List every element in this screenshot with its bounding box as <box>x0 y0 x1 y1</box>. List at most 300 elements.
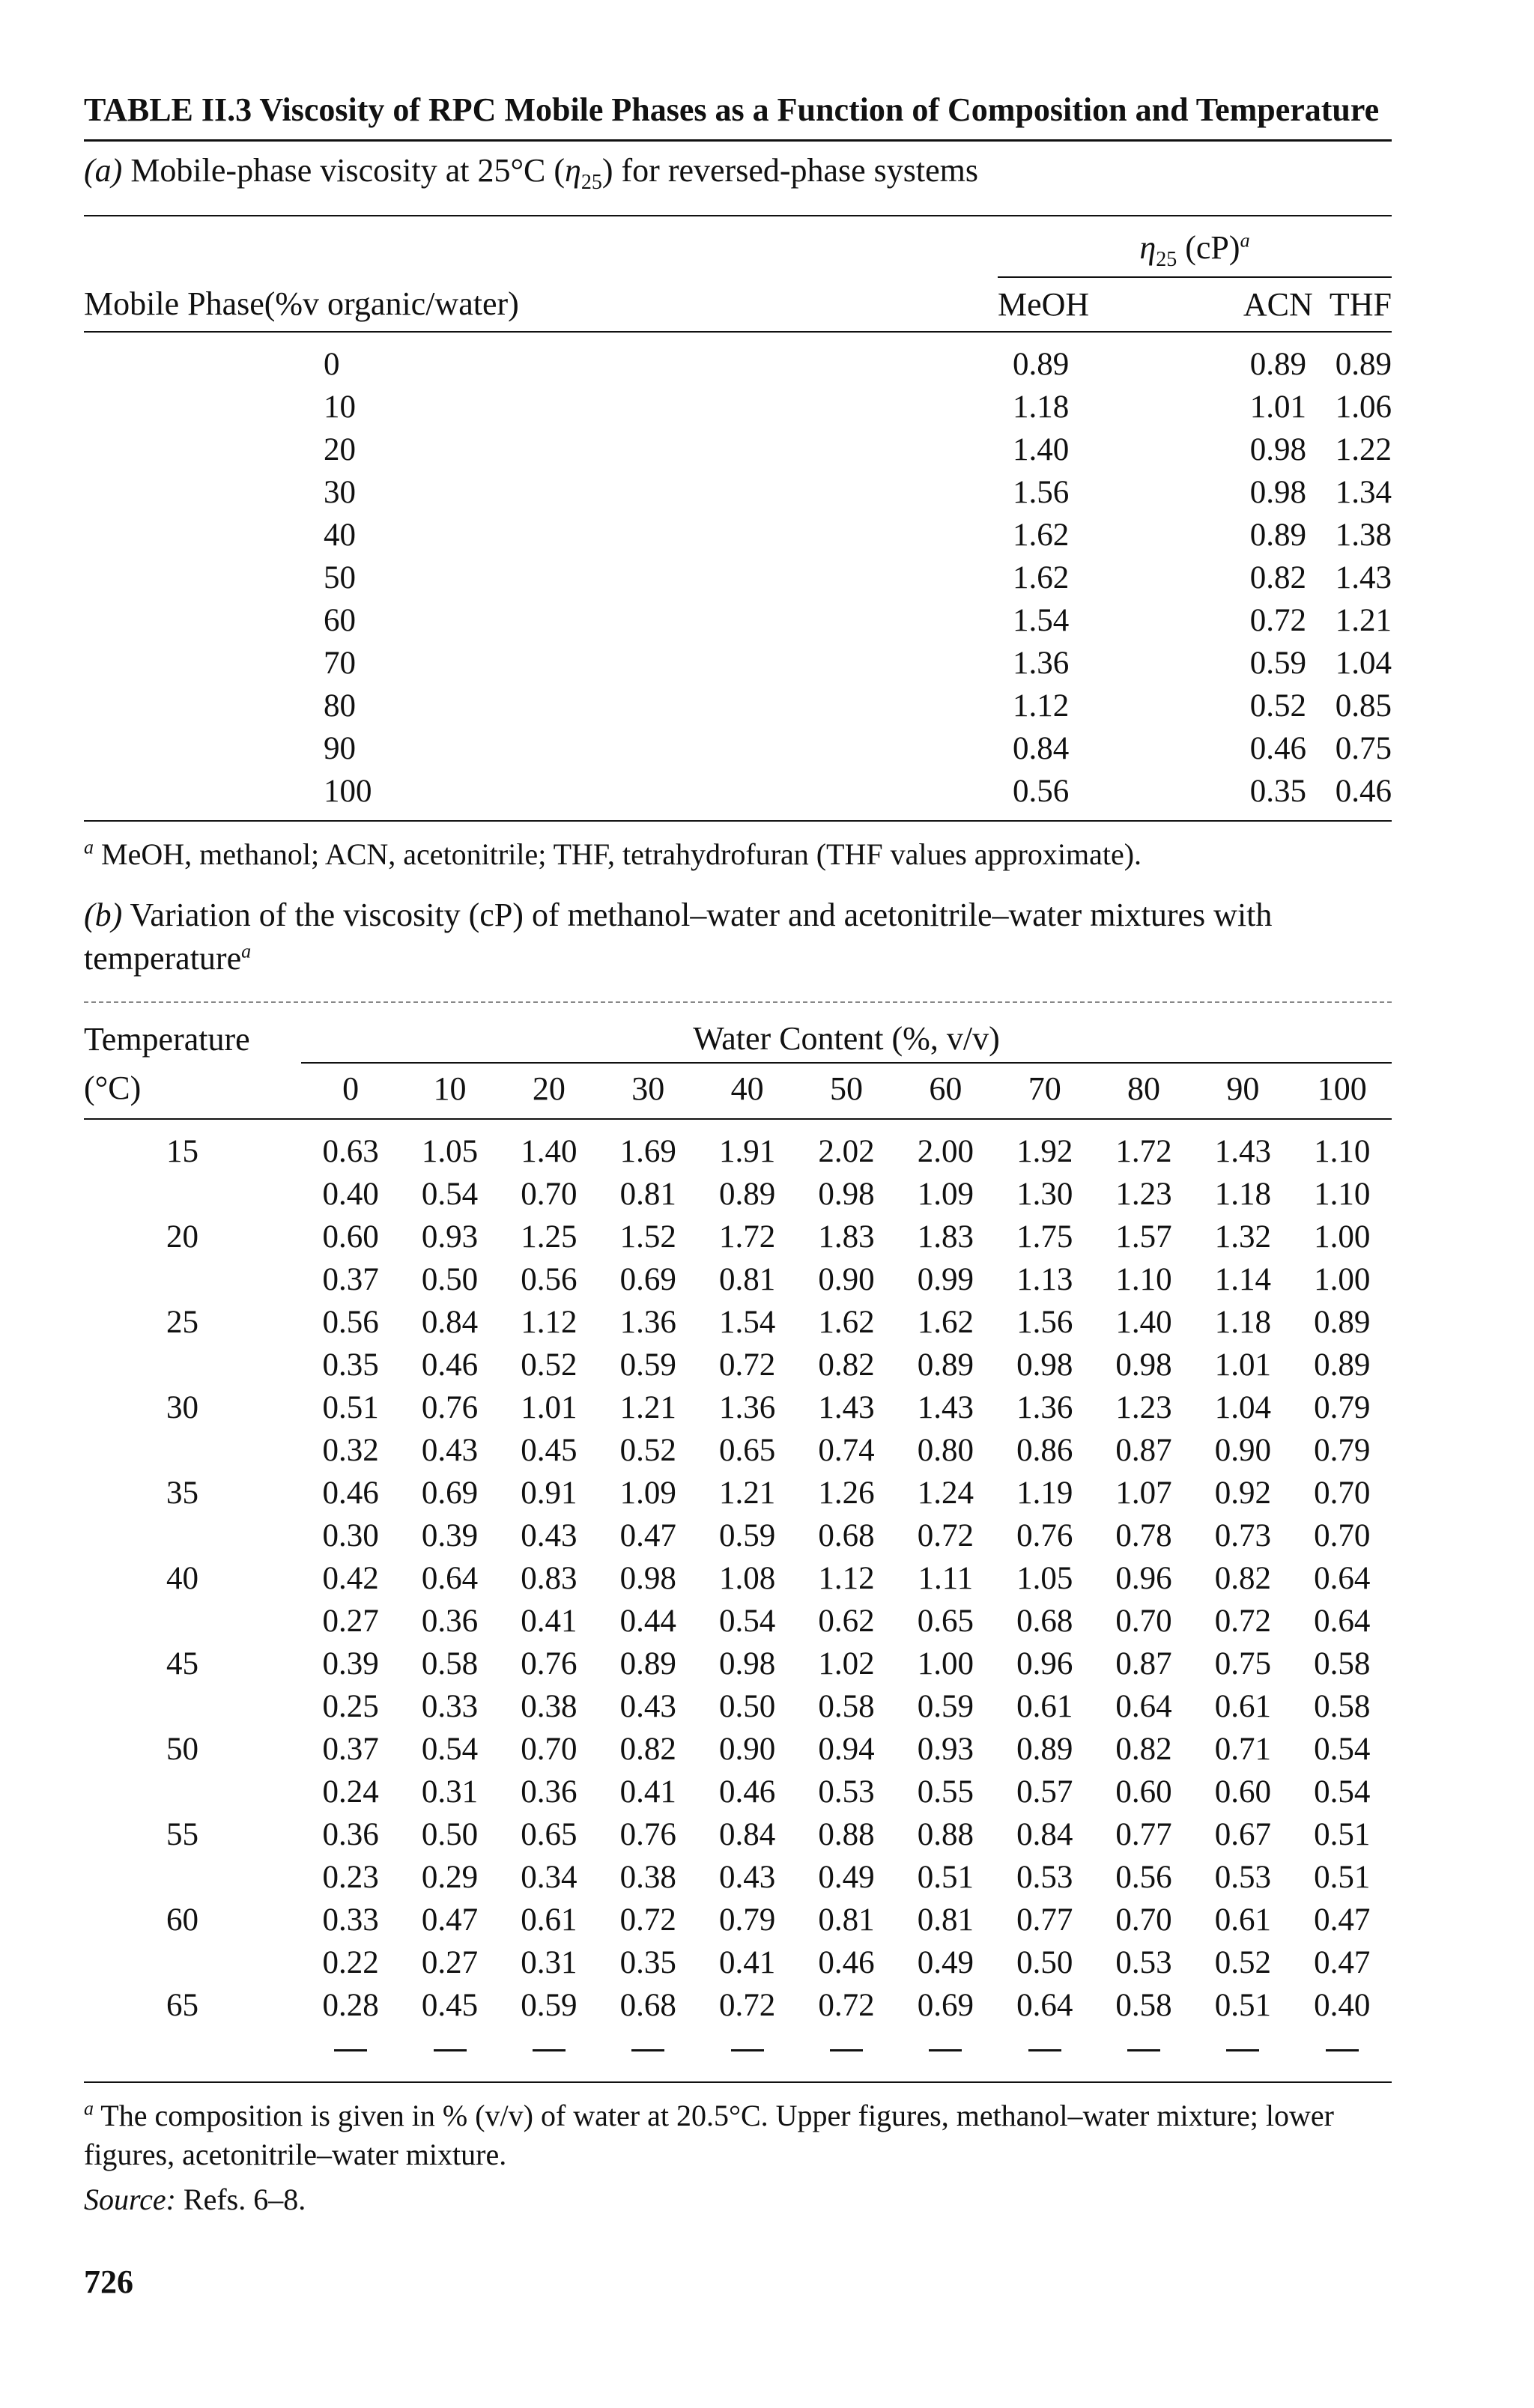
table-cell: 0.58 <box>1314 1688 1371 1724</box>
table-cell: 1.11 <box>918 1560 974 1596</box>
table-cell: 0.98 <box>1249 474 1306 510</box>
table-cell: 0.89 <box>917 1347 974 1383</box>
table-row <box>84 1813 1392 1856</box>
eta-symbol: $\eta_{25}$ <box>565 152 602 194</box>
table-cell: 1.09 <box>917 1176 974 1212</box>
table-cell: 0.38 <box>521 1688 577 1724</box>
table-cell: 0.75 <box>1214 1646 1272 1681</box>
table-cell: 0.54 <box>718 1603 776 1639</box>
table-cell: 0.79 <box>718 1902 776 1938</box>
table-cell: 0.76 <box>421 1389 479 1425</box>
table-cell: 0.78 <box>1115 1517 1172 1553</box>
table-cell: 0.46 <box>322 1475 379 1511</box>
dash-mark <box>533 2049 566 2051</box>
table-cell: 0.51 <box>1314 1859 1371 1895</box>
table-cell: 0.35 <box>619 1944 676 1980</box>
table-cell: 0.82 <box>818 1347 875 1383</box>
section-a-heading-text-1: Mobile-phase viscosity at 25°C ( <box>122 152 566 189</box>
table-cell: 1.02 <box>818 1646 875 1681</box>
table-cell: 1.54 <box>718 1304 776 1340</box>
table-row <box>84 471 1392 514</box>
col-header-water-4: 40 <box>697 1063 796 1119</box>
temperature-cell <box>84 1514 301 1557</box>
table-cell: 0.68 <box>1016 1603 1073 1639</box>
table-cell: 0.41 <box>619 1774 676 1810</box>
table-cell: 1.06 <box>1335 389 1392 425</box>
table-cell: 0.92 <box>1214 1475 1272 1511</box>
dash-mark <box>1226 2049 1259 2051</box>
table-cell: 1.04 <box>1335 645 1392 681</box>
temperature-cell: 45 <box>166 1646 198 1681</box>
table-cell: 0.64 <box>1314 1560 1371 1596</box>
col-header-thf: THF <box>1319 277 1392 332</box>
table-cell: 0.89 <box>1335 346 1392 382</box>
dash-mark <box>434 2049 467 2051</box>
table-cell: 1.62 <box>917 1304 974 1340</box>
table-cell: 1.04 <box>1214 1389 1272 1425</box>
table-row <box>84 1685 1392 1728</box>
table-cell: 0.72 <box>718 1987 776 2023</box>
col-header-water-10: 100 <box>1293 1063 1392 1119</box>
temperature-cell <box>84 1771 301 1813</box>
dash-cell <box>500 2027 598 2081</box>
table-cell: 1.05 <box>1016 1560 1073 1596</box>
col-header-water-0: 0 <box>301 1063 400 1119</box>
table-cell: 0.98 <box>1249 431 1306 467</box>
table-cell: 1.30 <box>1016 1176 1073 1212</box>
temperature-cell: 55 <box>166 1816 198 1852</box>
temperature-cell: 35 <box>166 1475 198 1511</box>
table-cell: 1.36 <box>619 1304 676 1340</box>
table-cell: 0 <box>324 346 340 382</box>
table-cell: 0.58 <box>1115 1987 1172 2023</box>
table-cell: 0.90 <box>718 1731 776 1767</box>
col-header-meoh: MeOH <box>998 277 1237 332</box>
table-cell: 0.79 <box>1314 1432 1371 1468</box>
document-page <box>84 88 1392 2301</box>
table-cell: 1.21 <box>1335 602 1392 638</box>
table-cell: 1.56 <box>1016 1304 1073 1340</box>
table-row <box>84 1899 1392 1941</box>
table-cell: 0.49 <box>818 1859 875 1895</box>
col-header-water-3: 30 <box>598 1063 697 1119</box>
table-cell: 1.40 <box>521 1133 577 1169</box>
table-cell: 1.12 <box>818 1560 875 1596</box>
table-cell: 1.83 <box>917 1219 974 1255</box>
table-cell: 1.34 <box>1335 474 1392 510</box>
table-cell: 2.00 <box>917 1133 974 1169</box>
table-cell: 0.56 <box>521 1261 577 1297</box>
table-cell: 0.44 <box>619 1603 676 1639</box>
table-cell: 0.84 <box>421 1304 479 1340</box>
table-cell: 1.26 <box>818 1475 875 1511</box>
table-cell: 0.89 <box>1314 1347 1371 1383</box>
table-cell: 0.65 <box>521 1816 577 1852</box>
table-cell: 0.59 <box>718 1517 776 1553</box>
table-cell: 0.79 <box>1314 1389 1371 1425</box>
table-cell: 0.59 <box>1249 645 1306 681</box>
table-cell: 0.61 <box>521 1902 577 1938</box>
table-cell: 0.98 <box>1016 1347 1073 1383</box>
dash-cell <box>995 2027 1094 2081</box>
table-cell: 0.89 <box>1013 346 1070 382</box>
table-cell: 0.60 <box>322 1219 379 1255</box>
dash-mark <box>830 2049 863 2051</box>
dash-cell <box>598 2027 697 2081</box>
table-row <box>84 386 1392 428</box>
table-cell: 0.65 <box>917 1603 974 1639</box>
table-cell: 0.61 <box>1016 1688 1073 1724</box>
table-cell: 1.62 <box>1013 559 1070 595</box>
table-cell: 1.00 <box>1314 1219 1371 1255</box>
table-cell: 1.57 <box>1115 1219 1172 1255</box>
table-cell: 30 <box>324 474 356 510</box>
table-cell: 0.47 <box>619 1517 676 1553</box>
table-row <box>84 1514 1392 1557</box>
table-cell: 1.91 <box>718 1133 776 1169</box>
table-cell: 1.10 <box>1314 1176 1371 1212</box>
table-cell: 1.12 <box>521 1304 577 1340</box>
table-cell: 0.43 <box>718 1859 776 1895</box>
table-row <box>84 1643 1392 1685</box>
table-cell: 0.47 <box>421 1902 479 1938</box>
table-cell: 0.67 <box>1214 1816 1272 1852</box>
table-cell: 1.72 <box>1115 1133 1172 1169</box>
table-cell: 0.90 <box>818 1261 875 1297</box>
table-cell: 1.36 <box>718 1389 776 1425</box>
table-cell: 0.68 <box>619 1987 676 2023</box>
table-cell: 0.71 <box>1214 1731 1272 1767</box>
table-cell: 0.27 <box>421 1944 479 1980</box>
table-cell: 1.72 <box>718 1219 776 1255</box>
table-cell: 0.72 <box>917 1517 974 1553</box>
table-cell: 0.61 <box>1214 1902 1272 1938</box>
table-cell: 0.96 <box>1016 1646 1073 1681</box>
table-cell: 0.34 <box>521 1859 577 1895</box>
table-row <box>84 332 1392 386</box>
table-title: TABLE II.3 Viscosity of RPC Mobile Phases as a Function of Composition and Temperature <box>84 91 1380 128</box>
table-cell: 0.82 <box>1214 1560 1272 1596</box>
table-cell: 0.84 <box>1013 730 1070 766</box>
table-row <box>84 1258 1392 1301</box>
table-row <box>84 1728 1392 1771</box>
table-cell: 0.53 <box>1016 1859 1073 1895</box>
table-row <box>84 642 1392 685</box>
table-row <box>84 727 1392 770</box>
table-cell: 0.65 <box>718 1432 776 1468</box>
table-cell: 0.27 <box>322 1603 379 1639</box>
table-cell: 0.82 <box>619 1731 676 1767</box>
table-cell: 0.73 <box>1214 1517 1272 1553</box>
temperature-cell <box>84 1173 301 1216</box>
table-cell: 0.36 <box>322 1816 379 1852</box>
table-cell: 40 <box>324 517 356 553</box>
table-row <box>84 1173 1392 1216</box>
table-row <box>84 1119 1392 1173</box>
table-cell: 0.54 <box>421 1176 479 1212</box>
table-cell: 1.10 <box>1115 1261 1172 1297</box>
table-cell: 1.36 <box>1016 1389 1073 1425</box>
table-cell: 0.70 <box>1115 1603 1172 1639</box>
table-cell: 0.35 <box>322 1347 379 1383</box>
table-cell: 0.54 <box>1314 1774 1371 1810</box>
table-cell: 0.72 <box>619 1902 676 1938</box>
table-cell: 1.13 <box>1016 1261 1073 1297</box>
table-cell: 0.51 <box>917 1859 974 1895</box>
table-cell: 0.52 <box>1214 1944 1272 1980</box>
table-cell: 0.33 <box>421 1688 479 1724</box>
table-cell: 0.83 <box>521 1560 577 1596</box>
table-cell: 0.99 <box>917 1261 974 1297</box>
table-cell: 0.74 <box>818 1432 875 1468</box>
table-cell: 0.64 <box>1115 1688 1172 1724</box>
table-cell: 0.52 <box>521 1347 577 1383</box>
table-cell: 0.46 <box>1249 730 1306 766</box>
table-cell: 0.51 <box>322 1389 379 1425</box>
table-cell: 0.47 <box>1314 1902 1371 1938</box>
table-cell: 0.69 <box>917 1987 974 2023</box>
table-cell: 1.38 <box>1335 517 1392 553</box>
section-a-label: (a) <box>84 152 123 189</box>
temperature-cell: 60 <box>166 1902 198 1938</box>
table-cell: 1.01 <box>1249 389 1306 425</box>
table-row <box>84 685 1392 727</box>
table-cell: 0.46 <box>718 1774 776 1810</box>
table-row <box>84 770 1392 820</box>
table-cell: 0.54 <box>1314 1731 1371 1767</box>
table-cell: 1.21 <box>619 1389 676 1425</box>
table-cell: 0.36 <box>421 1603 479 1639</box>
table-cell: 0.89 <box>1016 1731 1073 1767</box>
table-cell: 0.87 <box>1115 1432 1172 1468</box>
temperature-cell: 30 <box>166 1389 198 1425</box>
table-cell: 0.60 <box>1214 1774 1272 1810</box>
dash-mark <box>334 2049 367 2051</box>
temperature-cell: 50 <box>166 1731 198 1767</box>
table-cell: 0.59 <box>619 1347 676 1383</box>
table-cell: 0.59 <box>521 1987 577 2023</box>
table-cell: 0.30 <box>322 1517 379 1553</box>
dash-cell <box>1094 2027 1193 2081</box>
table-cell: 0.69 <box>619 1261 676 1297</box>
table-cell: 0.58 <box>818 1688 875 1724</box>
table-cell: 0.53 <box>818 1774 875 1810</box>
table-cell: 0.50 <box>421 1816 479 1852</box>
table-cell: 0.35 <box>1249 773 1306 809</box>
col-header-water-2: 20 <box>500 1063 598 1119</box>
table-cell: 1.43 <box>917 1389 974 1425</box>
table-cell: 0.89 <box>619 1646 676 1681</box>
table-cell: 1.23 <box>1115 1176 1172 1212</box>
temp-header-line2: (°C) <box>84 1063 301 1119</box>
table-cell: 0.58 <box>421 1646 479 1681</box>
table-cell: 1.12 <box>1013 688 1070 724</box>
table-cell: 0.42 <box>322 1560 379 1596</box>
dash-cell <box>1193 2027 1292 2081</box>
table-cell: 0.93 <box>917 1731 974 1767</box>
table-a-footnote: $^a$ MeOH, methanol; ACN, acetonitrile; THF, tetrahydrofuran (THF values approximate). <box>84 836 1142 871</box>
table-cell: 0.64 <box>1314 1603 1371 1639</box>
table-cell: 1.24 <box>917 1475 974 1511</box>
source-note: Source: Refs. 6–8. <box>84 2182 306 2216</box>
table-cell: 0.91 <box>521 1475 577 1511</box>
table-cell: 0.52 <box>619 1432 676 1468</box>
table-cell: 0.70 <box>521 1176 577 1212</box>
table-cell: 0.23 <box>322 1859 379 1895</box>
table-cell: 0.24 <box>322 1774 379 1810</box>
table-cell: 0.64 <box>421 1560 479 1596</box>
section-a-heading <box>84 142 1392 215</box>
table-cell: 1.18 <box>1013 389 1070 425</box>
dash-cell <box>1293 2027 1392 2081</box>
dash-cell <box>797 2027 896 2081</box>
table-cell: 20 <box>324 431 356 467</box>
table-row <box>84 1216 1392 1258</box>
table-row <box>84 514 1392 556</box>
table-row <box>84 1429 1392 1472</box>
table-cell: 0.88 <box>818 1816 875 1852</box>
table-cell: 60 <box>324 602 356 638</box>
table-cell: 0.50 <box>1016 1944 1073 1980</box>
table-row <box>84 1856 1392 1899</box>
col-header-water-5: 50 <box>797 1063 896 1119</box>
table-cell: 1.40 <box>1013 431 1070 467</box>
table-cell: 0.56 <box>1115 1859 1172 1895</box>
table-row <box>84 1600 1392 1643</box>
dash-cell <box>400 2027 499 2081</box>
table-cell: 1.08 <box>718 1560 776 1596</box>
table-cell: 0.43 <box>619 1688 676 1724</box>
col-header-mobile-phase: Mobile Phase(%v organic/water) <box>84 277 998 332</box>
table-cell: 1.43 <box>818 1389 875 1425</box>
table-cell: 0.63 <box>322 1133 379 1169</box>
col-header-water-8: 80 <box>1094 1063 1193 1119</box>
table-cell: 1.36 <box>1013 645 1070 681</box>
table-cell: 1.09 <box>619 1475 676 1511</box>
table-cell: 0.98 <box>1115 1347 1172 1383</box>
table-cell: 1.62 <box>818 1304 875 1340</box>
table-cell: 1.22 <box>1335 431 1392 467</box>
table-cell: 0.84 <box>718 1816 776 1852</box>
table-cell: 0.47 <box>1314 1944 1371 1980</box>
table-cell: 1.56 <box>1013 474 1070 510</box>
table-cell: 0.89 <box>1314 1304 1371 1340</box>
table-cell: 1.00 <box>1314 1261 1371 1297</box>
table-cell: 0.76 <box>619 1816 676 1852</box>
table-row <box>84 1984 1392 2027</box>
table-cell: 1.25 <box>521 1219 577 1255</box>
table-cell: 0.94 <box>818 1731 875 1767</box>
table-cell: 1.32 <box>1214 1219 1272 1255</box>
table-cell: 0.68 <box>818 1517 875 1553</box>
table-cell: 0.33 <box>322 1902 379 1938</box>
section-a-heading-text-2: ) for reversed-phase systems <box>601 152 979 189</box>
table-cell: 0.46 <box>421 1347 479 1383</box>
table-cell: 0.56 <box>322 1304 379 1340</box>
dash-mark <box>631 2049 664 2051</box>
temperature-cell <box>84 1258 301 1301</box>
temperature-cell <box>84 1685 301 1728</box>
table-cell: 0.57 <box>1016 1774 1073 1810</box>
table-cell: 0.37 <box>322 1261 379 1297</box>
table-cell: 0.70 <box>1314 1517 1371 1553</box>
temperature-cell <box>84 1941 301 1984</box>
table-cell: 0.89 <box>718 1176 776 1212</box>
table-cell: 1.01 <box>1214 1347 1272 1383</box>
col-header-water-6: 60 <box>896 1063 995 1119</box>
table-cell: 0.89 <box>1249 346 1306 382</box>
temperature-cell <box>84 1344 301 1386</box>
table-cell: 0.76 <box>1016 1517 1073 1553</box>
table-cell: 0.40 <box>1314 1987 1371 2023</box>
temperature-cell: 20 <box>166 1219 198 1255</box>
table-cell: 1.83 <box>818 1219 875 1255</box>
temperature-cell: 15 <box>166 1133 198 1169</box>
table-cell: 1.10 <box>1314 1133 1371 1169</box>
temp-header-line1: Temperature <box>84 1020 250 1058</box>
temperature-cell <box>84 1429 301 1472</box>
page-number: 726 <box>84 2263 133 2300</box>
table-cell: 0.46 <box>818 1944 875 1980</box>
table-cell: 0.70 <box>521 1731 577 1767</box>
table-cell: 0.39 <box>421 1517 479 1553</box>
table-row <box>84 1472 1392 1514</box>
table-cell: 1.05 <box>421 1133 479 1169</box>
section-b-label: (b) <box>84 896 123 933</box>
table-cell: 0.81 <box>917 1902 974 1938</box>
table-cell: 0.25 <box>322 1688 379 1724</box>
table-cell: 0.86 <box>1016 1432 1073 1468</box>
table-row <box>84 556 1392 599</box>
table-cell: 0.81 <box>619 1176 676 1212</box>
table-cell: 1.07 <box>1115 1475 1172 1511</box>
table-cell: 0.77 <box>1016 1902 1073 1938</box>
table-cell: 0.85 <box>1335 688 1392 724</box>
table-cell: 0.50 <box>718 1688 776 1724</box>
table-cell: 0.70 <box>1314 1475 1371 1511</box>
table-cell: 0.61 <box>1214 1688 1272 1724</box>
table-cell: 0.39 <box>322 1646 379 1681</box>
table-cell: 80 <box>324 688 356 724</box>
table-cell: 0.81 <box>818 1902 875 1938</box>
table-cell: 1.75 <box>1016 1219 1073 1255</box>
table-cell: 1.62 <box>1013 517 1070 553</box>
table-cell: 0.77 <box>1115 1816 1172 1852</box>
table-cell: 0.58 <box>1314 1646 1371 1681</box>
table-cell: 0.56 <box>1013 773 1070 809</box>
section-b-heading: (b) Variation of the viscosity (cP) of methanol–water and acetonitrile–water mixtures with temperature$^a$ <box>84 896 1273 977</box>
temperature-cell: 65 <box>166 1987 198 2023</box>
table-row <box>84 1557 1392 1600</box>
table-cell: 0.51 <box>1214 1987 1272 2023</box>
table-cell: 1.19 <box>1016 1475 1073 1511</box>
dash-cell <box>301 2027 400 2081</box>
table-cell: 0.60 <box>1115 1774 1172 1810</box>
table-cell: 0.54 <box>421 1731 479 1767</box>
table-cell: 0.31 <box>421 1774 479 1810</box>
table-cell: 0.45 <box>421 1987 479 2023</box>
table-cell: 0.72 <box>718 1347 776 1383</box>
col-header-water-7: 70 <box>995 1063 1094 1119</box>
col-header-acn: ACN <box>1237 277 1319 332</box>
table-cell: 0.98 <box>718 1646 776 1681</box>
table-cell: 2.02 <box>818 1133 875 1169</box>
table-cell: 1.14 <box>1214 1261 1272 1297</box>
water-content-header: Water Content (%, v/v) <box>301 1003 1392 1063</box>
dash-mark <box>929 2049 962 2051</box>
table-cell: 0.45 <box>521 1432 577 1468</box>
table-cell: 0.52 <box>1249 688 1306 724</box>
